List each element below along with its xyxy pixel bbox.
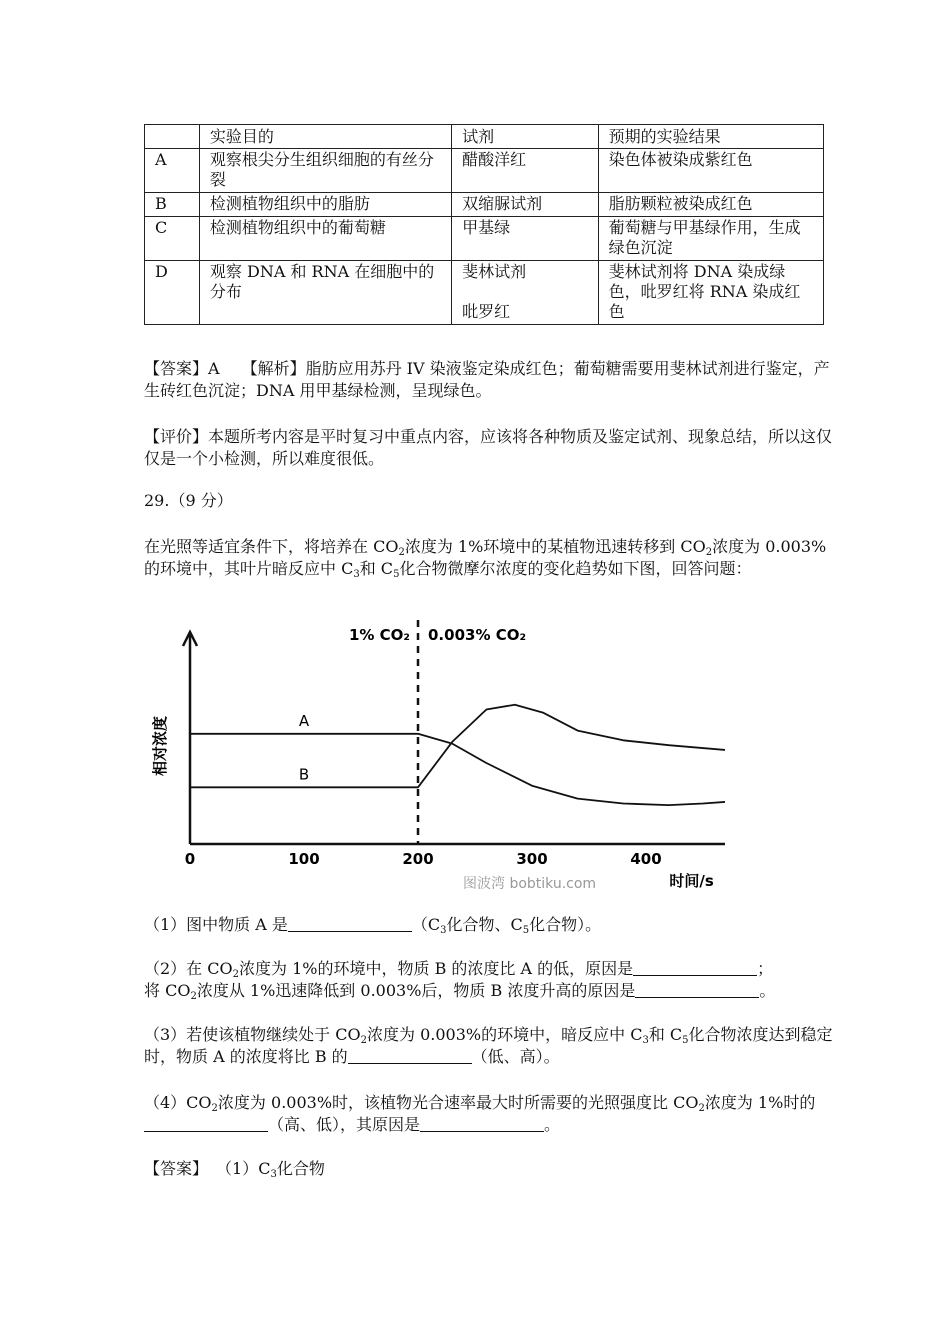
sub-question-4 [144, 1092, 834, 1136]
row-result: 葡萄糖与甲基绿作用，生成绿色沉淀 [598, 217, 823, 261]
table-header-cell [145, 125, 200, 149]
subscript: 5 [522, 925, 530, 936]
subscript: 5 [393, 569, 400, 580]
intro-text: 和 C [359, 559, 394, 578]
x-tick-label: 0 [184, 850, 196, 868]
subscript: 3 [270, 1169, 277, 1180]
question-text: 将 CO [144, 981, 191, 1000]
question-text: （3）若使该植物继续处于 CO [144, 1025, 361, 1044]
question-heading: 29.（9 分） [144, 491, 233, 510]
intro-text: 化合物微摩尔浓度的变化趋势如下图，回答问题： [399, 559, 752, 578]
answer-label: 【答案】A [144, 359, 220, 378]
subscript: 3 [642, 1035, 649, 1046]
answer-text: 化合物 [276, 1159, 325, 1178]
row-reagent: 双缩脲试剂 [452, 193, 599, 217]
table-header-cell: 实验目的 [199, 125, 451, 149]
question-text: 浓度从 1%迅速降低到 0.003%后，物质 B 浓度升高的原因是 [196, 981, 636, 1000]
subscript: 2 [211, 1103, 218, 1114]
subscript: 2 [190, 991, 197, 1002]
question-text: （高、低），其原因是 [268, 1115, 421, 1134]
row-purpose: 观察 DNA 和 RNA 在细胞中的分布 [199, 261, 451, 325]
row-reagent: 醋酸洋红 [452, 149, 599, 193]
sub-question-1 [144, 914, 834, 936]
chart-marks [190, 705, 725, 805]
series-label-B: B [298, 765, 310, 784]
review-label: 【评价】 [144, 427, 209, 446]
question-text: ； [757, 959, 774, 978]
row-reagent [452, 261, 599, 325]
table-row [145, 261, 824, 325]
row-id: B [145, 193, 200, 217]
question-text: 化合物浓度达到稳定时，物质 A 的浓度将比 B 的 [144, 1025, 833, 1066]
question-text: （低、高）。 [471, 1047, 560, 1066]
subscript: 2 [360, 1035, 368, 1046]
answer-blank[interactable] [635, 981, 759, 998]
question-text: （2）在 CO [144, 959, 233, 978]
subscript: 3 [440, 925, 447, 936]
series-label-A: A [298, 711, 310, 730]
answer-blank[interactable] [348, 1047, 472, 1064]
watermark-text: 图波湾 bobtiku.com [463, 876, 597, 892]
chart-axes [183, 620, 725, 844]
table-row [145, 217, 824, 261]
row-reagent: 甲基绿 [452, 217, 599, 261]
answer-analysis [144, 358, 834, 402]
subscript: 3 [353, 569, 360, 580]
table-row [145, 149, 824, 193]
table-header-cell: 试剂 [452, 125, 599, 149]
chart-labels [151, 626, 714, 892]
sub-question-2 [144, 958, 834, 1002]
subscript: 5 [682, 1035, 689, 1046]
row-result: 染色体被染成紫红色 [598, 149, 823, 193]
x-tick-label: 100 [288, 850, 320, 868]
question-text: （4）CO [144, 1093, 212, 1112]
experiment-table [144, 124, 824, 325]
row-result: 斐林试剂将 DNA 染成绿色，吡罗红将 RNA 染成红色 [598, 261, 823, 325]
table-row [145, 193, 824, 217]
row-id: A [145, 149, 200, 193]
review-paragraph [144, 426, 834, 470]
analysis-text: 脂肪应用苏丹 IV 染液鉴定染成红色；葡萄糖需要用斐林试剂进行鉴定，产生砖红色沉淀；DNA 用甲基绿检测，呈现绿色。 [144, 359, 830, 400]
review-text: 本题所考内容是平时复习中重点内容，应该将各种物质及鉴定试剂、现象总结，所以这仅仅是一个小检测，所以难度很低。 [144, 427, 833, 468]
question-text: 浓度为 0.003%时，该植物光合速率最大时所需要的光照强度比 CO [217, 1093, 699, 1112]
region-label-left: 1% CO₂ [348, 626, 410, 644]
question-text: （C [411, 915, 441, 934]
table-header-row [145, 125, 824, 149]
row-result: 脂肪颗粒被染成红色 [598, 193, 823, 217]
sub-question-3 [144, 1024, 834, 1068]
question-intro [144, 536, 834, 580]
question-text: 浓度为 1%时的 [704, 1093, 816, 1112]
x-tick-label: 200 [402, 850, 434, 868]
subscript: 2 [698, 1103, 705, 1114]
row-purpose: 观察根尖分生组织细胞的有丝分裂 [199, 149, 451, 193]
question-text: 化合物、C [446, 915, 523, 934]
answer-text: （1）C [216, 1159, 271, 1178]
answer-blank[interactable] [420, 1115, 544, 1132]
row-id: C [145, 217, 200, 261]
subscript: 2 [705, 547, 713, 558]
answer-label: 【答案】 [144, 1159, 209, 1178]
y-axis-label: 相对浓度 [151, 715, 169, 777]
region-label-right: 0.003% CO₂ [428, 626, 527, 644]
answer-blank[interactable] [288, 915, 412, 932]
reagent-line-2: 吡罗红 [462, 302, 511, 321]
table-header-cell: 预期的实验结果 [598, 125, 823, 149]
reagent-line-1: 斐林试剂 [462, 262, 527, 281]
intro-text: 浓度为 1%环境中的某植物迅速转移到 CO [404, 537, 706, 556]
row-purpose: 检测植物组织中的葡萄糖 [199, 217, 451, 261]
concentration-chart [145, 612, 725, 892]
question-text: 浓度为 0.003%的环境中，暗反应中 C [367, 1025, 643, 1044]
question-text: 。 [544, 1115, 561, 1134]
question-text: 化合物）。 [529, 915, 602, 934]
x-tick-label: 300 [516, 850, 548, 868]
question-text: （1）图中物质 A 是 [144, 915, 288, 934]
question-text: 。 [759, 981, 776, 1000]
intro-text: 在光照等适宜条件下，将培养在 CO [144, 537, 399, 556]
question-text: 和 C [648, 1025, 683, 1044]
analysis-label: 【解析】 [241, 359, 306, 378]
subscript: 2 [232, 969, 240, 980]
x-tick-label: 400 [630, 850, 662, 868]
intro-text: 浓度为 0.003%的环境中，其叶片暗反应中 C [144, 537, 827, 578]
row-id: D [145, 261, 200, 325]
answer-29 [144, 1158, 834, 1180]
answer-blank[interactable] [144, 1115, 268, 1132]
answer-blank[interactable] [633, 959, 757, 976]
row-purpose: 检测植物组织中的脂肪 [199, 193, 451, 217]
x-axis-label: 时间/s [669, 872, 714, 890]
series-line-A [190, 734, 725, 805]
question-text: 浓度为 1%的环境中，物质 B 的浓度比 A 的低，原因是 [239, 959, 634, 978]
subscript: 2 [398, 547, 405, 558]
